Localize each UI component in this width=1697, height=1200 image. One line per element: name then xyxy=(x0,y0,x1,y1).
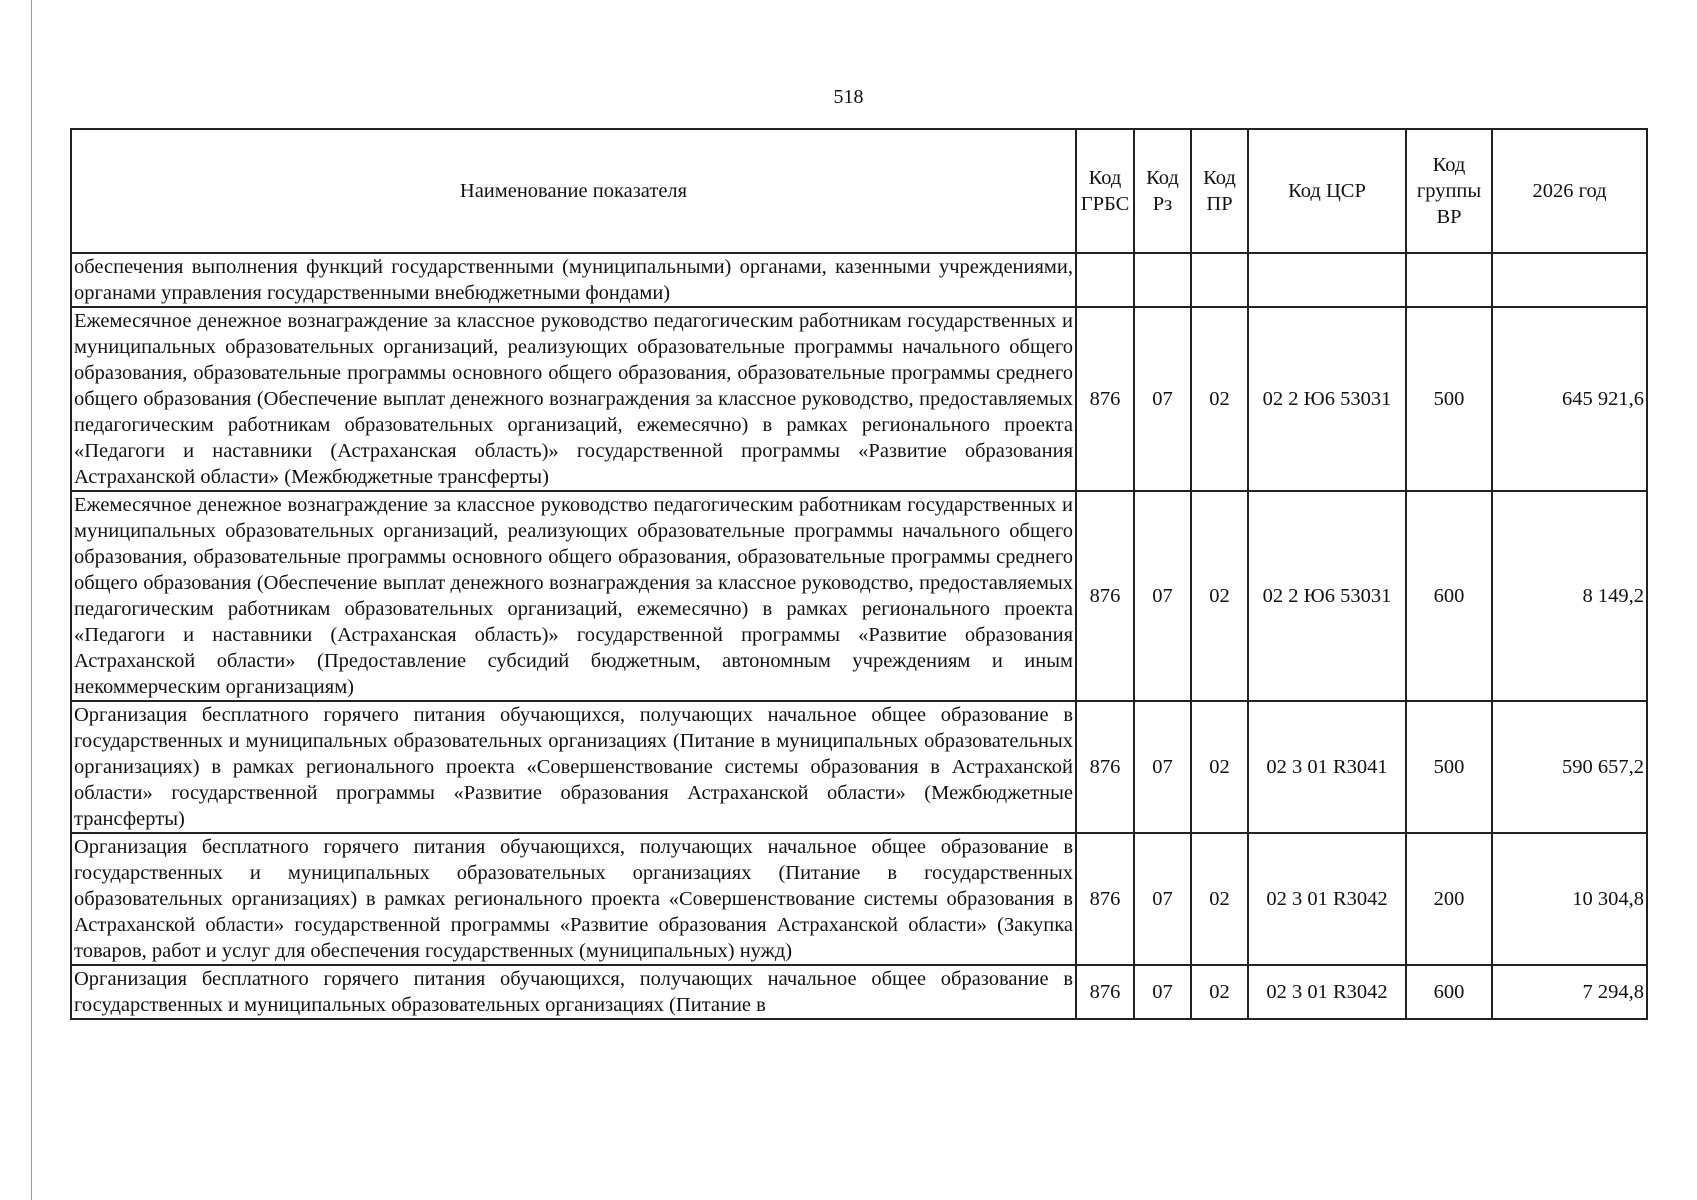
row-pr: 02 xyxy=(1191,307,1248,491)
row-csr: 02 2 Ю6 53031 xyxy=(1248,307,1406,491)
header-rz: Код Рз xyxy=(1134,129,1191,253)
row-pr: 02 xyxy=(1191,491,1248,701)
header-pr: Код ПР xyxy=(1191,129,1248,253)
table-row xyxy=(71,307,1647,491)
table-header-row xyxy=(71,129,1647,253)
row-amount: 8 149,2 xyxy=(1492,491,1647,701)
row-rz: 07 xyxy=(1134,491,1191,701)
row-grbs xyxy=(1076,253,1134,307)
header-vr: Код группы ВР xyxy=(1406,129,1492,253)
row-amount: 590 657,2 xyxy=(1492,701,1647,833)
row-vr: 500 xyxy=(1406,701,1492,833)
row-grbs: 876 xyxy=(1076,965,1134,1019)
binding-margin-line xyxy=(31,0,32,1200)
header-grbs: Код ГРБС xyxy=(1076,129,1134,253)
row-grbs: 876 xyxy=(1076,701,1134,833)
row-rz: 07 xyxy=(1134,965,1191,1019)
row-csr: 02 3 01 R3042 xyxy=(1248,833,1406,965)
row-name: обеспечения выполнения функций государственными (муниципальными) органами, казенными учреждениями, органами управления государственными внебюджетными фондами) xyxy=(71,253,1076,307)
table-row xyxy=(71,833,1647,965)
row-rz: 07 xyxy=(1134,701,1191,833)
row-pr xyxy=(1191,253,1248,307)
header-year: 2026 год xyxy=(1492,129,1647,253)
row-csr: 02 2 Ю6 53031 xyxy=(1248,491,1406,701)
header-name: Наименование показателя xyxy=(71,129,1076,253)
row-csr: 02 3 01 R3042 xyxy=(1248,965,1406,1019)
row-rz: 07 xyxy=(1134,833,1191,965)
row-amount: 645 921,6 xyxy=(1492,307,1647,491)
row-rz xyxy=(1134,253,1191,307)
row-pr: 02 xyxy=(1191,701,1248,833)
row-amount xyxy=(1492,253,1647,307)
row-csr: 02 3 01 R3041 xyxy=(1248,701,1406,833)
row-vr: 600 xyxy=(1406,491,1492,701)
row-vr: 600 xyxy=(1406,965,1492,1019)
table-row xyxy=(71,701,1647,833)
row-rz: 07 xyxy=(1134,307,1191,491)
table-row xyxy=(71,965,1647,1019)
row-amount: 7 294,8 xyxy=(1492,965,1647,1019)
table-row xyxy=(71,253,1647,307)
row-grbs: 876 xyxy=(1076,307,1134,491)
row-pr: 02 xyxy=(1191,965,1248,1019)
row-name: Организация бесплатного горячего питания обучающихся, получающих начальное общее образование в государственных и муниципальных образовательных организациях (Питание в государственных образовательных организациях) в рамках регионального проекта «Совершенствование системы образования в Астраханской области» государственной программы «Развитие образования Астраханской области» (Закупка товаров, работ и услуг для обеспечения государственных (муниципальных) нужд) xyxy=(71,833,1076,965)
row-grbs: 876 xyxy=(1076,491,1134,701)
row-name: Ежемесячное денежное вознаграждение за классное руководство педагогическим работникам государственных и муниципальных образовательных организаций, реализующих образовательные программы начального общего образования, образовательные программы основного общего образования, образовательные программы среднего общего образования (Обеспечение выплат денежного вознаграждения за классное руководство, предоставляемых педагогическим работникам образовательных организаций, ежемесячно) в рамках регионального проекта «Педагоги и наставники (Астраханская область)» государственной программы «Развитие образования Астраханской области» (Предоставление субсидий бюджетным, автономным учреждениям и иным некоммерческим организациям) xyxy=(71,491,1076,701)
header-csr: Код ЦСР xyxy=(1248,129,1406,253)
row-name: Организация бесплатного горячего питания обучающихся, получающих начальное общее образование в государственных и муниципальных образовательных организациях (Питание в xyxy=(71,965,1076,1019)
table-row xyxy=(71,491,1647,701)
row-vr: 500 xyxy=(1406,307,1492,491)
row-csr xyxy=(1248,253,1406,307)
row-pr: 02 xyxy=(1191,833,1248,965)
row-name: Ежемесячное денежное вознаграждение за классное руководство педагогическим работникам государственных и муниципальных образовательных организаций, реализующих образовательные программы начального общего образования, образовательные программы основного общего образования, образовательные программы среднего общего образования (Обеспечение выплат денежного вознаграждения за классное руководство, предоставляемых педагогическим работникам образовательных организаций, ежемесячно) в рамках регионального проекта «Педагоги и наставники (Астраханская область)» государственной программы «Развитие образования Астраханской области» (Межбюджетные трансферты) xyxy=(71,307,1076,491)
page-number: 518 xyxy=(833,86,864,108)
row-name: Организация бесплатного горячего питания обучающихся, получающих начальное общее образование в государственных и муниципальных образовательных организациях (Питание в муниципальных образовательных организациях) в рамках регионального проекта «Совершенствование системы образования в Астраханской области» государственной программы «Развитие образования Астраханской области» (Межбюджетные трансферты) xyxy=(71,701,1076,833)
row-vr: 200 xyxy=(1406,833,1492,965)
row-amount: 10 304,8 xyxy=(1492,833,1647,965)
budget-table xyxy=(70,128,1648,1020)
row-vr xyxy=(1406,253,1492,307)
row-grbs: 876 xyxy=(1076,833,1134,965)
